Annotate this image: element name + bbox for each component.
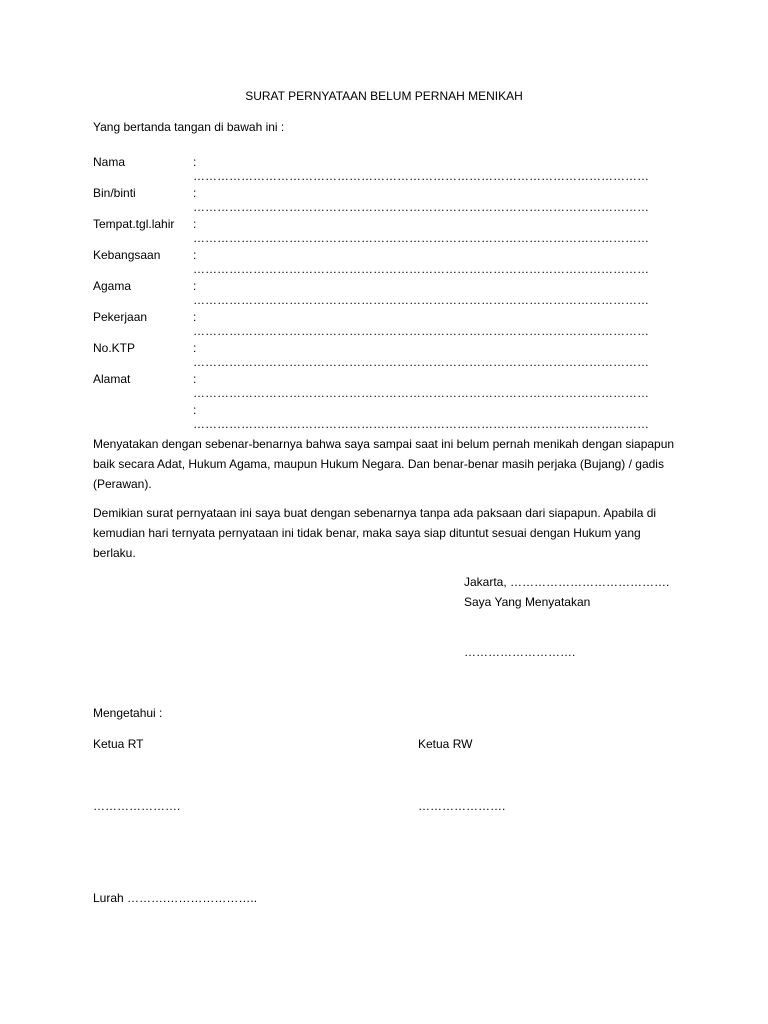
closing-paragraph: Demikian surat pernyataan ini saya buat dengan sebenarnya tanpa ada paksaan dari siapapun. Apabila di kemudian hari ternyata pernyataan ini tidak benar, maka saya siap dituntut sesuai dengan Hukum yang berlaku. <box>93 506 657 560</box>
field-value: : …………………………………………………………………………………………………… <box>193 372 649 400</box>
place-date: Jakarta, …………………………………. <box>464 575 670 589</box>
field-row-alamat <box>93 372 649 400</box>
ketua-rw-signature-line: …………………. <box>418 799 506 813</box>
field-row-alamat-continued <box>93 403 649 431</box>
field-label: Agama <box>93 279 132 293</box>
field-value: : …………………………………………………………………………………………………… <box>193 186 649 214</box>
field-value: : …………………………………………………………………………………………………… <box>193 310 649 338</box>
field-value: : …………………………………………………………………………………………………… <box>193 248 649 276</box>
field-row-kebangsaan <box>93 248 649 276</box>
field-value: : …………………………………………………………………………………………………… <box>193 155 649 183</box>
field-label: Pekerjaan <box>93 310 148 324</box>
field-row-agama <box>93 279 649 307</box>
field-label: Kebangsaan <box>93 248 161 262</box>
field-label: Nama <box>93 155 126 169</box>
field-row-pekerjaan <box>93 310 649 338</box>
lurah-signature-line: Lurah ……….………………….. <box>93 891 258 905</box>
ketua-rt-label: Ketua RT <box>93 737 144 751</box>
field-row-bin-binti <box>93 186 649 214</box>
document-title: SURAT PERNYATAAN BELUM PERNAH MENIKAH <box>245 89 523 103</box>
field-value: : …………………………………………………………………………………………………… <box>193 279 649 307</box>
field-value: : …………………………………………………………………………………………………… <box>193 403 649 431</box>
field-row-tempat-tgl-lahir <box>93 217 649 245</box>
acknowledgement-heading: Mengetahui : <box>93 706 163 720</box>
ketua-rt-signature-line: …………………. <box>93 799 181 813</box>
field-label: Alamat <box>93 372 131 386</box>
intro-text: Yang bertanda tangan di bawah ini : <box>93 120 285 134</box>
signer-signature-line: ………………………. <box>464 645 576 659</box>
field-value: : …………………………………………………………………………………………………… <box>193 341 649 369</box>
ketua-rw-label: Ketua RW <box>418 737 473 751</box>
field-value: : …………………………………………………………………………………………………… <box>193 217 649 245</box>
signer-caption: Saya Yang Menyatakan <box>464 595 591 609</box>
field-row-no-ktp <box>93 341 649 369</box>
statement-paragraph: Menyatakan dengan sebenar-benarnya bahwa saya sampai saat ini belum pernah menikah dengan siapapun baik secara Adat, Hukum Agama, maupun Hukum Negara. Dan benar-benar masih perjaka (Bujang) / gadis (Perawan). <box>93 437 675 491</box>
field-row-nama <box>93 155 649 183</box>
field-label: Bin/binti <box>93 186 136 200</box>
field-label: No.KTP <box>93 341 136 355</box>
field-label: Tempat.tgl.lahir <box>93 217 175 231</box>
